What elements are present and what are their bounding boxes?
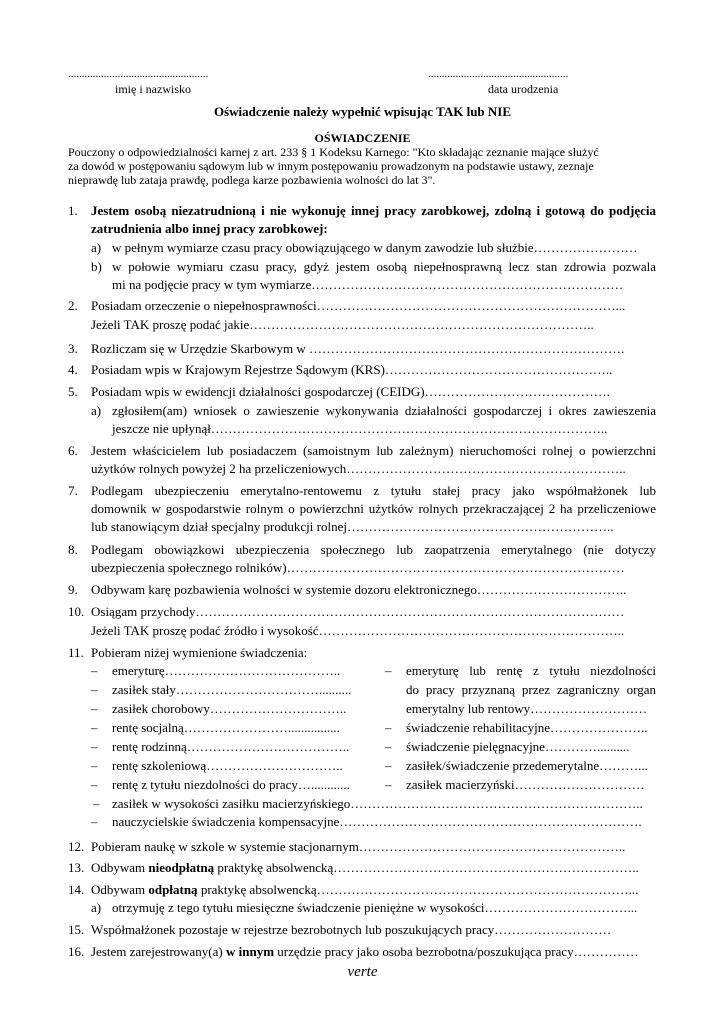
benefit-zagraniczny-field[interactable]: emerytalny lub rentowy………………………	[406, 701, 648, 716]
item-4-number: 4.	[68, 362, 78, 377]
benefit-pielegnacyjne-field[interactable]: świadczenie pielęgnacyjne…………..........	[406, 739, 630, 754]
warning-line-2: za dowód w postępowaniu sądowym lub w innym postępowaniu prowadzonym na podstawie ustawy, zeznaje	[68, 159, 594, 173]
item-7-line-2: domownik w gospodarstwie rolnym o powierzchni użytków rolnych przekraczającej 2 ha przeliczeniowe	[91, 501, 656, 516]
item-16-prefix: Jestem zarejestrowany(a)	[91, 944, 226, 959]
dash: –	[91, 663, 98, 678]
item-4-field[interactable]: Posiadam wpis w Krajowym Rejestrze Sądowym (KRS)……………………………………………..	[91, 362, 613, 377]
item-5-field[interactable]: Posiadam wpis w ewidencji działalności gospodarczej (CEIDG)…………………………………….	[91, 384, 610, 399]
warning-line-1: Pouczony o odpowiedzialności karnej z art. 233 § 1 Kodeksu Karnego: "Kto składając zeznanie mające służyć	[68, 145, 599, 159]
item-13-prefix: Odbywam	[91, 860, 149, 875]
benefit-zasilek-staly-field[interactable]: zasiłek stały……………………………..........	[112, 682, 352, 697]
item-16-number: 16.	[68, 944, 85, 959]
item-8-line-1: Podlegam obowiązkowi ubezpieczenia społecznego lub zaopatrzenia emerytalnego (nie dotyczy	[91, 542, 656, 557]
benefit-renta-niezdolnosc-field[interactable]: rentę z tytułu niezdolności do pracy…............	[112, 777, 350, 792]
item-8-number: 8.	[68, 542, 78, 557]
document-title: OŚWIADCZENIE	[314, 131, 411, 145]
item-13-number: 13.	[68, 860, 85, 875]
item-1-line-1: Jestem osobą niezatrudnioną i nie wykonuję innej pracy zarobkowej, zdolną i gotową do podjęcia	[91, 203, 656, 218]
item-10-field[interactable]: Osiągam przychody………………………………………………………………………………………	[91, 604, 625, 619]
item-13-suffix: praktykę absolwencką……………………………………………………………..	[214, 860, 639, 875]
item-12-number: 12.	[68, 839, 85, 854]
item-5-number: 5.	[68, 384, 78, 399]
dash: –	[385, 758, 392, 773]
item-16-field[interactable]	[91, 943, 639, 961]
item-14a-letter: a)	[91, 900, 102, 915]
dash: –	[385, 663, 392, 678]
benefit-przedemerytalne-field[interactable]: zasiłek/świadczenie przedemerytalne………...	[406, 758, 648, 773]
item-6-line-1: Jestem właścicielem lub posiadaczem (samoistnym lub zależnym) nieruchomości rolnej o powierzchni	[91, 443, 656, 458]
warning-line-3: nieprawdę lub zataja prawdę, podlega karze pozbawienia wolności do lat 3".	[68, 173, 436, 187]
item-3-number: 3.	[68, 341, 78, 356]
item-1b-field[interactable]: mi na podjęcie pracy w tym wymiarze………………………………………………………………	[112, 277, 624, 292]
item-9-field[interactable]: Odbywam karę pozbawienia wolności w systemie dozoru elektronicznego……………………………..	[91, 582, 627, 597]
item-5a-letter: a)	[91, 403, 102, 418]
item-1-number: 1.	[68, 203, 78, 218]
item-14-prefix: Odbywam	[91, 882, 149, 897]
item-3-field[interactable]: Rozliczam się w Urzędzie Skarbowym w ……………………………………………………………….	[91, 341, 625, 356]
item-10-detail-field[interactable]: Jeżeli TAK proszę podać źródło i wysokość……………………………………………………………..	[91, 623, 625, 638]
item-1a-letter: a)	[91, 240, 102, 255]
item-7-line-1: Podlegam ubezpieczeniu emerytalno-rentowemu z tytułu stałej pracy jako współmałżonek lub	[91, 483, 656, 498]
dash: –	[91, 720, 98, 735]
item-13-emphasis: nieodpłatną	[148, 860, 215, 875]
dash: –	[91, 758, 98, 773]
item-1-line-2: zatrudnienia albo innej pracy zarobkowej:	[91, 221, 328, 236]
item-7-number: 7.	[68, 483, 78, 498]
item-2-number: 2.	[68, 298, 78, 313]
item-2-field[interactable]: Posiadam orzeczenie o niepełnosprawności……………………………………………………………...	[91, 298, 626, 313]
item-14-number: 14.	[68, 882, 85, 897]
dash: –	[91, 739, 98, 754]
item-5a-field[interactable]: jeszcze nie upłynął………………………………………………………………………………..	[112, 421, 608, 436]
benefit-renta-socjalna-field[interactable]: rentę socjalną……………………................	[112, 720, 340, 735]
dash: –	[385, 739, 392, 754]
benefit-zasilek-chorobowy-field[interactable]: zasiłek chorobowy…………………………..	[112, 701, 347, 716]
benefit-zagraniczny-line-1: emeryturę lub rentę z tytułu niezdolności	[406, 663, 656, 678]
benefit-renta-rodzinna-field[interactable]: rentę rodzinną………………………………..	[112, 739, 350, 754]
item-14-suffix: praktykę absolwencką………………………………………………………………...	[197, 882, 639, 897]
item-10-number: 10.	[68, 604, 85, 619]
dash: –	[91, 814, 98, 829]
item-12-field[interactable]: Pobieram naukę w szkole w systemie stacjonarnym……………………………………………………..	[91, 839, 626, 854]
item-14-emphasis: odpłatną	[148, 882, 198, 897]
item-14a-field[interactable]: otrzymuję z tego tytułu miesięczne świadczenie pieniężne w wysokości……………………………...	[112, 900, 638, 915]
item-7-field[interactable]: lub stanowiącym dział specjalny produkcji rolnej……………………………………………………..	[91, 519, 614, 534]
dob-label: data urodzenia	[488, 82, 559, 96]
dash: –	[93, 796, 100, 811]
instruction: Oświadczenie należy wypełnić wpisując TAK lub NIE	[213, 104, 512, 119]
item-16-emphasis: w innym	[226, 944, 275, 959]
name-label: imię i nazwisko	[115, 82, 191, 96]
verte-label: verte	[347, 964, 378, 980]
benefit-zagraniczny-line-2: do pracy przyznaną przez zagraniczny organ	[406, 682, 656, 697]
item-1b-letter: b)	[91, 259, 102, 274]
item-6-number: 6.	[68, 443, 78, 458]
name-dots[interactable]: ...................................................	[68, 68, 209, 80]
benefit-zasilek-wys-macierzynskiego-field[interactable]: zasiłek w wysokości zasiłku macierzyńskiego…………………………………………………………..	[112, 796, 643, 811]
item-5a-line-1: zgłosiłem(am) wniosek o zawieszenie wykonywania działalności gospodarczej i okres zawieszenia	[112, 403, 656, 418]
benefit-rehabilitacyjne-field[interactable]: świadczenie rehabilitacyjne…………………..	[406, 720, 648, 735]
dash: –	[91, 682, 98, 697]
item-15-field[interactable]: Współmałżonek pozostaje w rejestrze bezrobotnych lub poszukujących pracy………………………	[91, 922, 612, 937]
item-9-number: 9.	[68, 582, 78, 597]
dob-dots[interactable]: ...................................................	[428, 68, 569, 80]
dash: –	[91, 777, 98, 792]
item-1b-line-1: w połowie wymiaru czasu pracy, gdyż jestem osobą niepełnosprawną lecz stan zdrowia pozwala	[112, 259, 656, 274]
item-2-detail-field[interactable]: Jeżeli TAK proszę podać jakie……………………………………………………………………..	[91, 317, 594, 332]
dash: –	[385, 777, 392, 792]
dash: –	[385, 720, 392, 735]
item-11-number: 11.	[68, 645, 84, 660]
item-8-field[interactable]: ubezpieczenia społecznego rolników)……………………………………………………………………	[91, 560, 625, 575]
item-11-heading: Pobieram niżej wymienione świadczenia:	[91, 645, 308, 660]
item-13-field[interactable]	[91, 859, 639, 877]
benefit-emerytura-field[interactable]: emeryturę…………………………………..	[112, 663, 341, 678]
item-6-field[interactable]: użytków rolnych powyżej 2 ha przeliczeniowych………………………………………………………..	[91, 461, 626, 476]
dash: –	[91, 701, 98, 716]
benefit-macierzynski-field[interactable]: zasiłek macierzyński…………………………	[406, 777, 645, 792]
item-1a-field[interactable]: w pełnym wymiarze czasu pracy obowiązującego w danym zawodzie lub służbie……………………	[112, 240, 638, 255]
benefit-kompensacyjne-field[interactable]: nauczycielskie świadczenia kompensacyjne…………………………………………………………….	[112, 814, 642, 829]
item-15-number: 15.	[68, 922, 85, 937]
benefit-renta-szkoleniowa-field[interactable]: rentę szkoleniową…………………………..	[112, 758, 343, 773]
item-16-suffix: urzędzie pracy jako osoba bezrobotna/poszukująca pracy……………	[274, 944, 639, 959]
item-14-field[interactable]	[91, 881, 638, 899]
